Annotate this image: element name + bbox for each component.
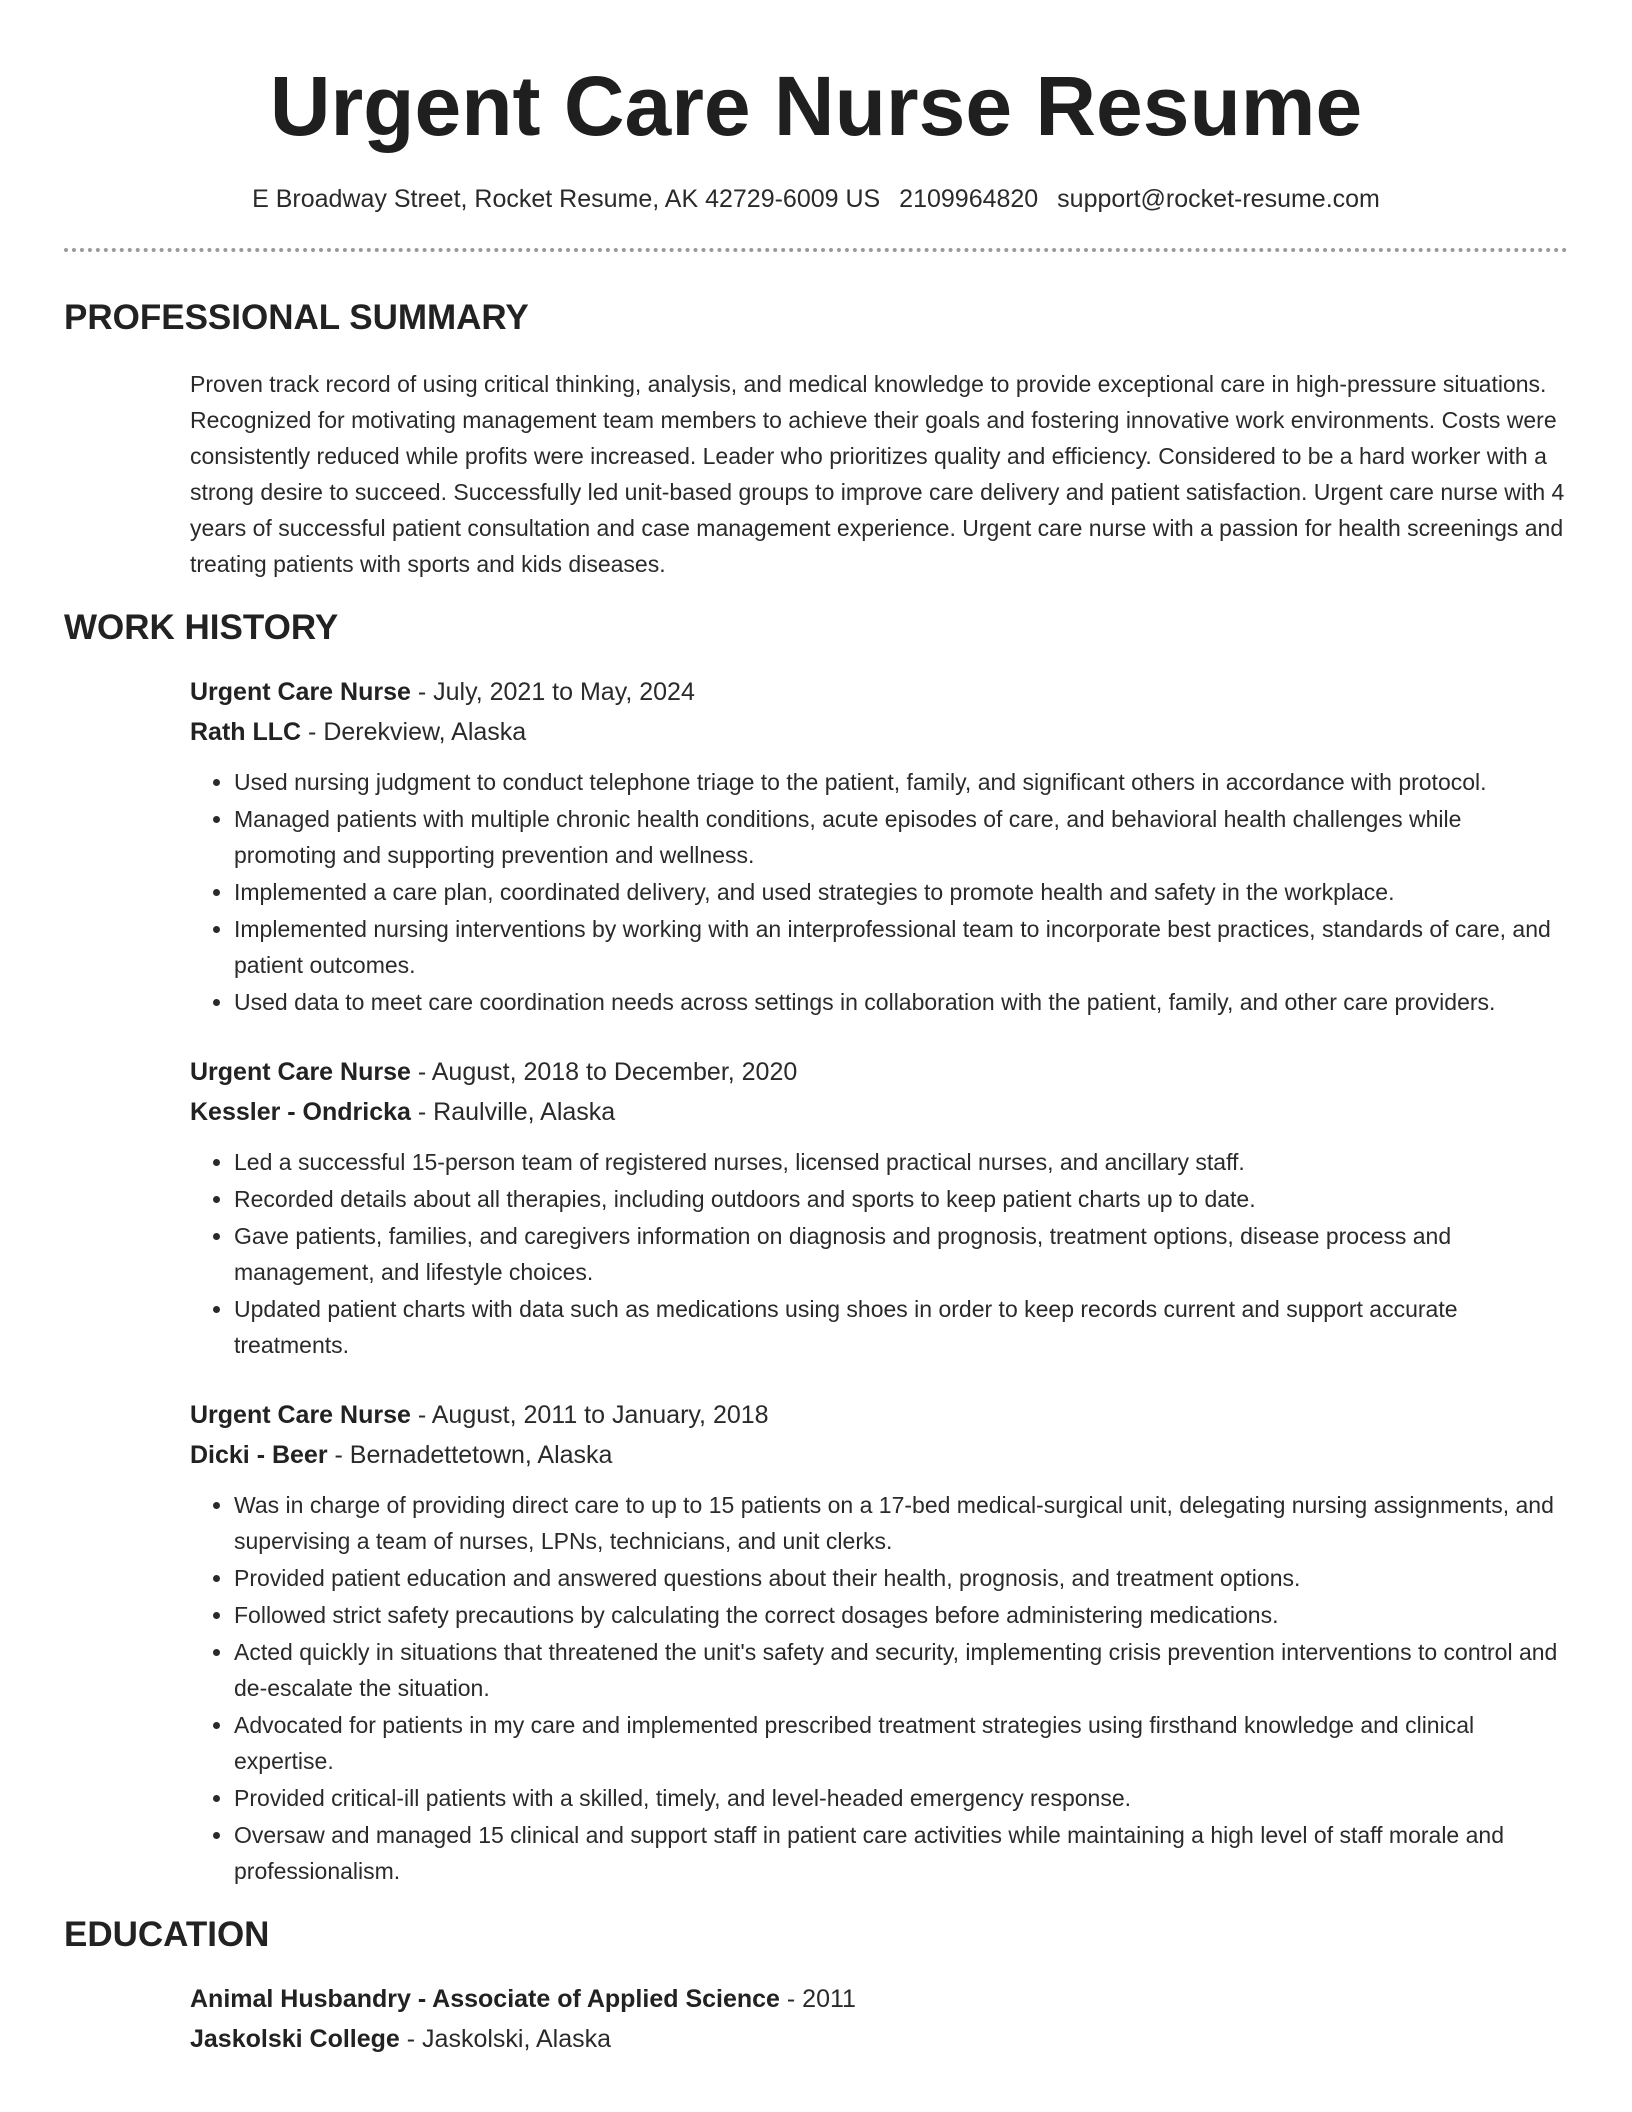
job-entry [190, 1052, 1568, 1363]
job-bullets [190, 1487, 1568, 1889]
job-entry [190, 672, 1568, 1020]
list-item: • Led a successful 15-person team of registered nurses, licensed practical nurses, and ancillary staff. [234, 1144, 1568, 1180]
job-company: Rath LLC [190, 718, 302, 746]
job-entry [190, 1395, 1568, 1889]
list-item: • Was in charge of providing direct care to up to 15 patients on a 17-bed medical-surgical unit, delegating nursing assignments, and supervising a team of nurses, LPNs, technicians, and unit clerks. [234, 1487, 1568, 1559]
education-entry [190, 1979, 1568, 2059]
job-title: Urgent Care Nurse [190, 1058, 411, 1086]
header-divider [64, 248, 1568, 252]
degree: Animal Husbandry - Associate of Applied Science [190, 1985, 780, 2013]
degree-year: - 2011 [779, 1985, 856, 2013]
job-location: - Raulville, Alaska [410, 1098, 616, 1126]
job-company-line [190, 1435, 1568, 1475]
job-title-line [190, 672, 1568, 712]
job-dates: - August, 2018 to December, 2020 [410, 1058, 798, 1086]
list-item: • Recorded details about all therapies, including outdoors and sports to keep patient charts up to date. [234, 1181, 1568, 1217]
list-item: • Gave patients, families, and caregivers information on diagnosis and prognosis, treatment options, disease process and management, and lifestyle choices. [234, 1218, 1568, 1290]
list-item: • Used data to meet care coordination needs across settings in collaboration with the patient, family, and other care providers. [234, 984, 1568, 1020]
job-title: Urgent Care Nurse [190, 1401, 411, 1429]
resume-page [64, 0, 1568, 2059]
job-bullets [190, 764, 1568, 1020]
list-item: • Provided patient education and answered questions about their health, prognosis, and treatment options. [234, 1560, 1568, 1596]
list-item: • Implemented nursing interventions by working with an interprofessional team to incorporate best practices, standards of care, and patient outcomes. [234, 911, 1568, 983]
job-title-line [190, 1395, 1568, 1435]
job-company: Kessler - Ondricka [190, 1098, 411, 1126]
school-location: - Jaskolski, Alaska [399, 2025, 612, 2053]
list-item: • Acted quickly in situations that threatened the unit's safety and security, implementing crisis prevention interventions to control and de-escalate the situation. [234, 1634, 1568, 1706]
contact-phone: 2109964820 [899, 185, 1039, 213]
list-item: • Used nursing judgment to conduct telephone triage to the patient, family, and significant others in accordance with protocol. [234, 764, 1568, 800]
job-title-line [190, 1052, 1568, 1092]
job-title: Urgent Care Nurse [190, 678, 411, 706]
contact-address: E Broadway Street, Rocket Resume, AK 42729-6009 US [252, 185, 881, 213]
summary-text: Proven track record of using critical thinking, analysis, and medical knowledge to provide exceptional care in high-pressure situations. Recognized for motivating management team members to achieve their goals and fostering innovative work environments. Costs were consistently reduced while profits were increased. Leader who prioritizes quality and efficiency. Considered to be a hard worker with a strong desire to succeed. Successfully led unit-based groups to improve care delivery and patient satisfaction. Urgent care nurse with 4 years of successful patient consultation and case management experience. Urgent care nurse with a passion for health screenings and treating patients with sports and kids diseases. [190, 371, 1565, 577]
school-name: Jaskolski College [190, 2025, 400, 2053]
list-item: • Followed strict safety precautions by calculating the correct dosages before administering medications. [234, 1597, 1568, 1633]
list-item: • Implemented a care plan, coordinated delivery, and used strategies to promote health and safety in the workplace. [234, 874, 1568, 910]
summary-heading: PROFESSIONAL SUMMARY [64, 298, 529, 337]
school-line [190, 2019, 1568, 2059]
job-bullets [190, 1144, 1568, 1363]
contact-email: support@rocket-resume.com [1057, 185, 1380, 213]
work-history-heading: WORK HISTORY [64, 608, 339, 647]
job-location: - Bernadettetown, Alaska [327, 1441, 613, 1469]
education-heading: EDUCATION [64, 1915, 270, 1954]
job-company-line [190, 1092, 1568, 1132]
job-company: Dicki - Beer [190, 1441, 328, 1469]
list-item: • Updated patient charts with data such as medications using shoes in order to keep records current and support accurate treatments. [234, 1291, 1568, 1363]
list-item: • Oversaw and managed 15 clinical and support staff in patient care activities while maintaining a high level of staff morale and professionalism. [234, 1817, 1568, 1889]
job-dates: - August, 2011 to January, 2018 [410, 1401, 769, 1429]
list-item: • Provided critical-ill patients with a skilled, timely, and level-headed emergency response. [234, 1780, 1568, 1816]
job-location: - Derekview, Alaska [301, 718, 527, 746]
list-item: • Advocated for patients in my care and implemented prescribed treatment strategies using firsthand knowledge and clinical expertise. [234, 1707, 1568, 1779]
job-dates: - July, 2021 to May, 2024 [410, 678, 695, 706]
job-company-line [190, 712, 1568, 752]
degree-line [190, 1979, 1568, 2019]
page-title: Urgent Care Nurse Resume [269, 59, 1363, 153]
list-item: • Managed patients with multiple chronic health conditions, acute episodes of care, and behavioral health challenges while promoting and supporting prevention and wellness. [234, 801, 1568, 873]
contact-line [64, 182, 1568, 216]
